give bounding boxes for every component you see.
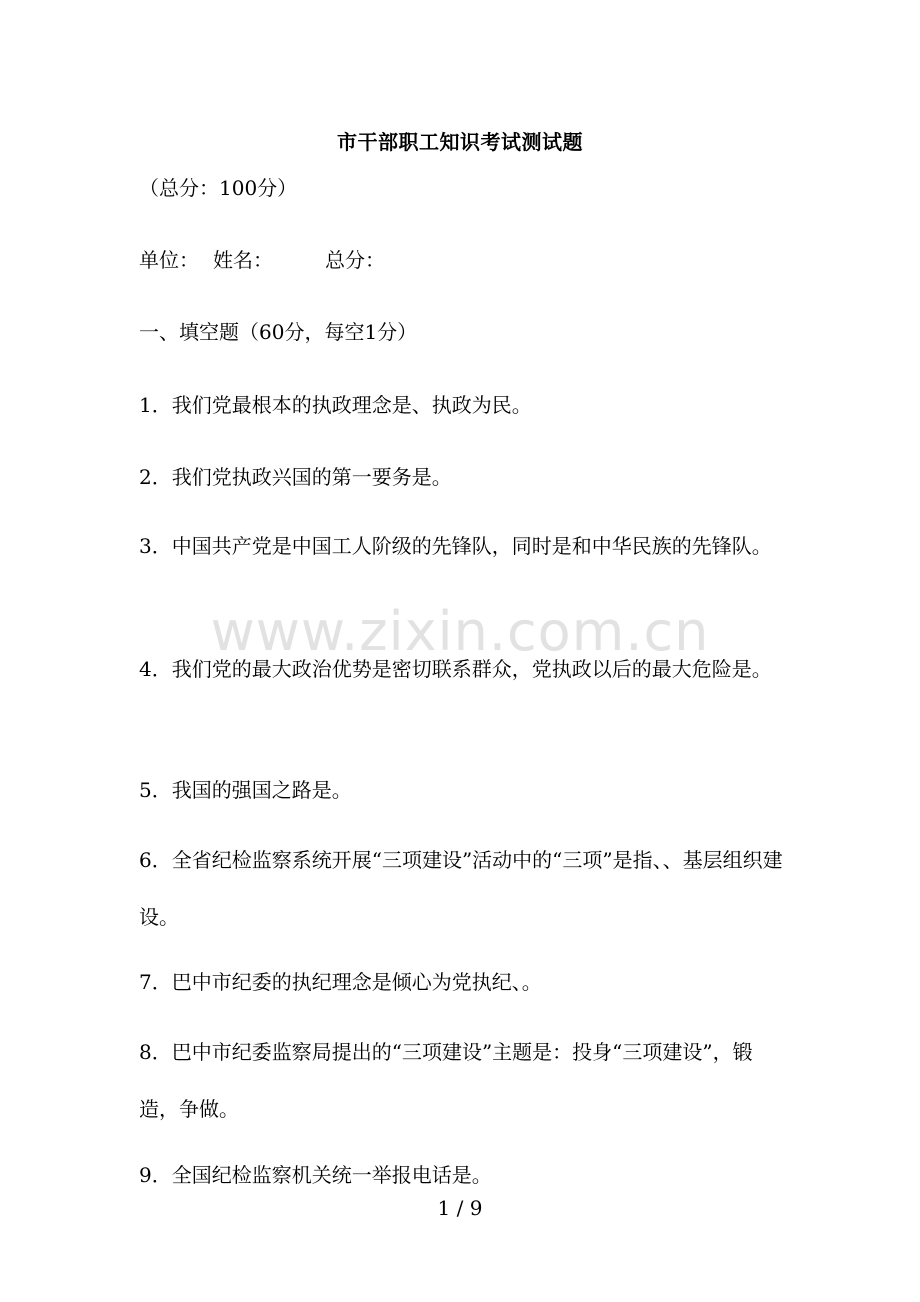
question-6-text: 6．全省纪检监察系统开展“三项建设”活动中的“三项”是指、、基层组织建设。: [139, 848, 783, 929]
field-name-label: 姓名：: [213, 248, 273, 272]
question-3: [139, 518, 789, 575]
question-2: 2．我们党执政兴国的第一要务是。: [139, 465, 452, 489]
question-4-text: 4．我们党的最大政治优势是密切联系群众，党执政以后的最大危险是。: [139, 657, 772, 681]
field-total-label: 总分：: [325, 248, 385, 272]
question-8: [139, 1024, 789, 1138]
document-title: 市干部职工知识考试测试题: [337, 130, 583, 154]
total-score-note: （总分：100分）: [139, 176, 298, 200]
question-8-text: 8．巴中市纪委监察局提出的“三项建设”主题是：投身“三项建设”，锻造，争做。: [139, 1040, 753, 1121]
question-6: [139, 832, 789, 946]
question-3-text: 3．中国共产党是中国工人阶级的先锋队，同时是和中华民族的先锋队。: [139, 534, 772, 558]
question-5: 5．我国的强国之路是。: [139, 778, 352, 802]
watermark: www.zixin.com.cn: [210, 600, 710, 663]
question-7: 7．巴中市纪委的执纪理念是倾心为党执纪、。: [139, 970, 542, 994]
field-unit-label: 单位：: [139, 248, 199, 272]
question-9: 9．全国纪检监察机关统一举报电话是。: [139, 1163, 492, 1187]
question-4: [139, 641, 789, 698]
page-number: 1 / 9: [437, 1196, 483, 1220]
info-fields-row: [139, 244, 789, 276]
section-heading: 一、填空题（60分，每空1分）: [139, 320, 418, 344]
question-1: 1．我们党最根本的执政理念是、执政为民。: [139, 393, 532, 417]
